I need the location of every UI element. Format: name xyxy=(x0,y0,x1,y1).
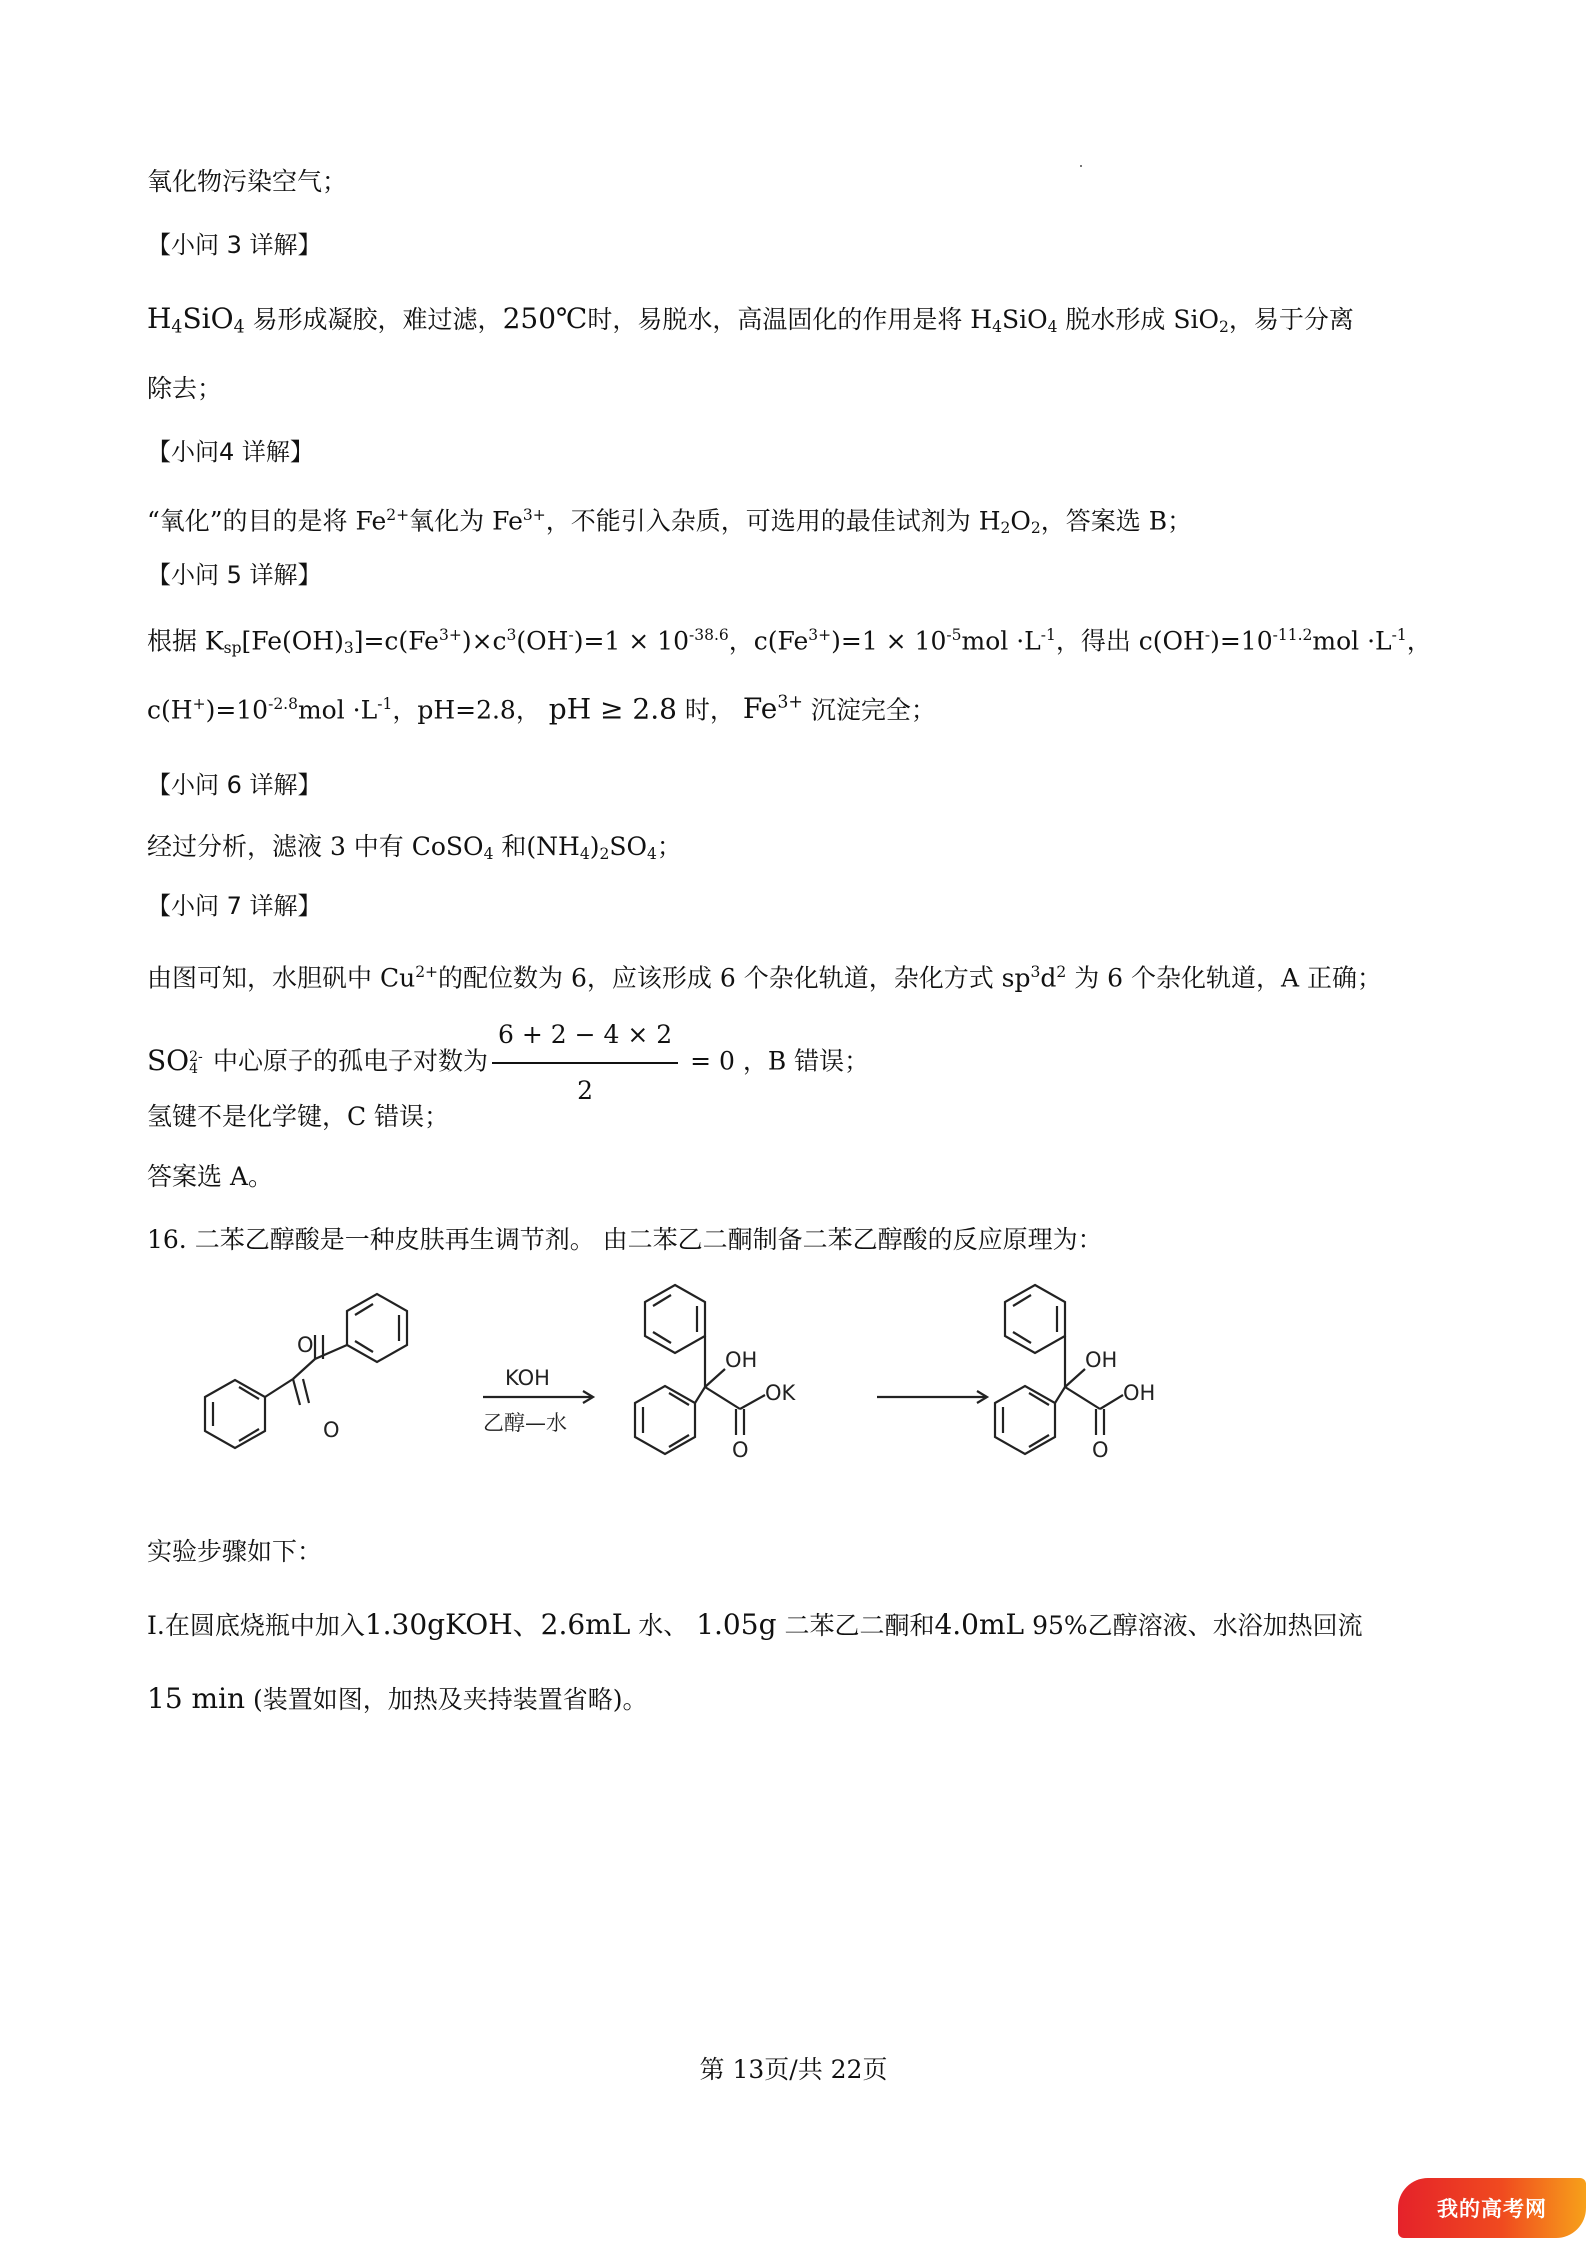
section-heading-q7: 【小问 7 详解】 xyxy=(147,892,322,920)
oxygen-label: O xyxy=(1092,1438,1109,1462)
q5-paragraph-line1: 根据 $K_{sp}[Fe(OH)_3]=c(Fe^{3+})\times c^3(OH^-)=1 \times 10^{-38.6}$，$c(Fe^{3+})=1 \times 10^{-5}mol \cdot L^{-1}$，得出 $c(OH^-)=10^{-11.2}mol \cdot L^{-1}$， xyxy=(147,626,1432,658)
q5-paragraph-line2: $c(H^+)=10^{-2.8}mol \cdot L^{-1}$，pH=2.8， pH ≥ 2.8 时， $Fe^{3+}$ 沉淀完全； xyxy=(147,692,936,726)
reagent-koh: KOH xyxy=(505,1366,550,1390)
section-heading-q5: 【小问 5 详解】 xyxy=(147,561,322,589)
step1-line2: 15 min (装置如图，加热及夹持装置省略)。 xyxy=(147,1682,648,1715)
section-heading-q3: 【小问 3 详解】 xyxy=(147,231,322,259)
q3-paragraph-line1: $H_4SiO_4$ 易形成凝胶，难过滤，250℃时，易脱水，高温固化的作用是将 $H_4SiO_4$ 脱水形成 SiO$_2$，易于分离 xyxy=(147,302,1354,338)
text-line: 实验步骤如下： xyxy=(147,1537,323,1566)
site-logo[interactable]: 我的高考网 xyxy=(1398,2178,1586,2238)
section-heading-q4: 【小问4 详解】 xyxy=(147,438,314,466)
ok-label: OK xyxy=(765,1381,796,1405)
text-line: 氢键不是化学键，C 错误； xyxy=(147,1102,450,1131)
step1-line1: Ⅰ.在圆底烧瓶中加入1.30gKOH、2.6mL 水、 1.05g 二苯乙二酮和4.0mL 95%乙醇溶液、水浴加热回流 xyxy=(147,1608,1363,1641)
benzil-molecule xyxy=(205,1294,407,1448)
q7-paragraph-line1: 由图可知，水胆矾中 $Cu^{2+}$的配位数为 6，应该形成 6 个杂化轨道，杂化方式 $sp^3d^2$ 为 6 个杂化轨道，A 正确； xyxy=(147,963,1382,993)
text-line: 氧化物污染空气； xyxy=(147,167,348,196)
text-line: 答案选 A。 xyxy=(147,1162,274,1191)
stray-dot xyxy=(1080,165,1082,167)
reaction-arrow-2 xyxy=(877,1391,987,1403)
page-number: 第 13页/共 22页 xyxy=(699,2055,888,2084)
section-heading-q6: 【小问 6 详解】 xyxy=(147,771,322,799)
oxygen-label: O xyxy=(732,1438,749,1462)
lone-pair-fraction: $\frac{6 + 2 - 4 \times 2}{2}$ xyxy=(492,1008,678,1118)
reaction-arrow-1 xyxy=(483,1391,593,1403)
q4-paragraph: “氧化”的目的是将 $Fe^{2+}$氧化为 $Fe^{3+}$，不能引入杂质，可选用的最佳试剂为 $H_2O_2$，答案选 B； xyxy=(147,506,1193,538)
reaction-scheme xyxy=(165,1275,1245,1520)
oxygen-label: O xyxy=(323,1418,340,1442)
text-line: 除去； xyxy=(147,374,223,403)
hydroxyl-label: OH xyxy=(1123,1381,1156,1405)
q7-paragraph-line2: SO 2- 4 中心原子的孤电子对数为 $\frac{6 + 2 - 4 \times 2}{2}$ = 0 ，B 错误； xyxy=(147,1008,869,1118)
oxygen-label: O xyxy=(297,1333,314,1357)
hydroxyl-label: OH xyxy=(725,1348,758,1372)
hydroxyl-label: OH xyxy=(1085,1348,1118,1372)
reagent-solvent: 乙醇—水 xyxy=(483,1411,567,1435)
question-16: 16. 二苯乙醇酸是一种皮肤再生调节剂。 由二苯乙二酮制备二苯乙醇酸的反应原理为： xyxy=(147,1225,1103,1254)
q6-paragraph: 经过分析，滤液 3 中有 CoSO$_4$ 和$(NH_4)_2SO_4$； xyxy=(147,832,682,863)
